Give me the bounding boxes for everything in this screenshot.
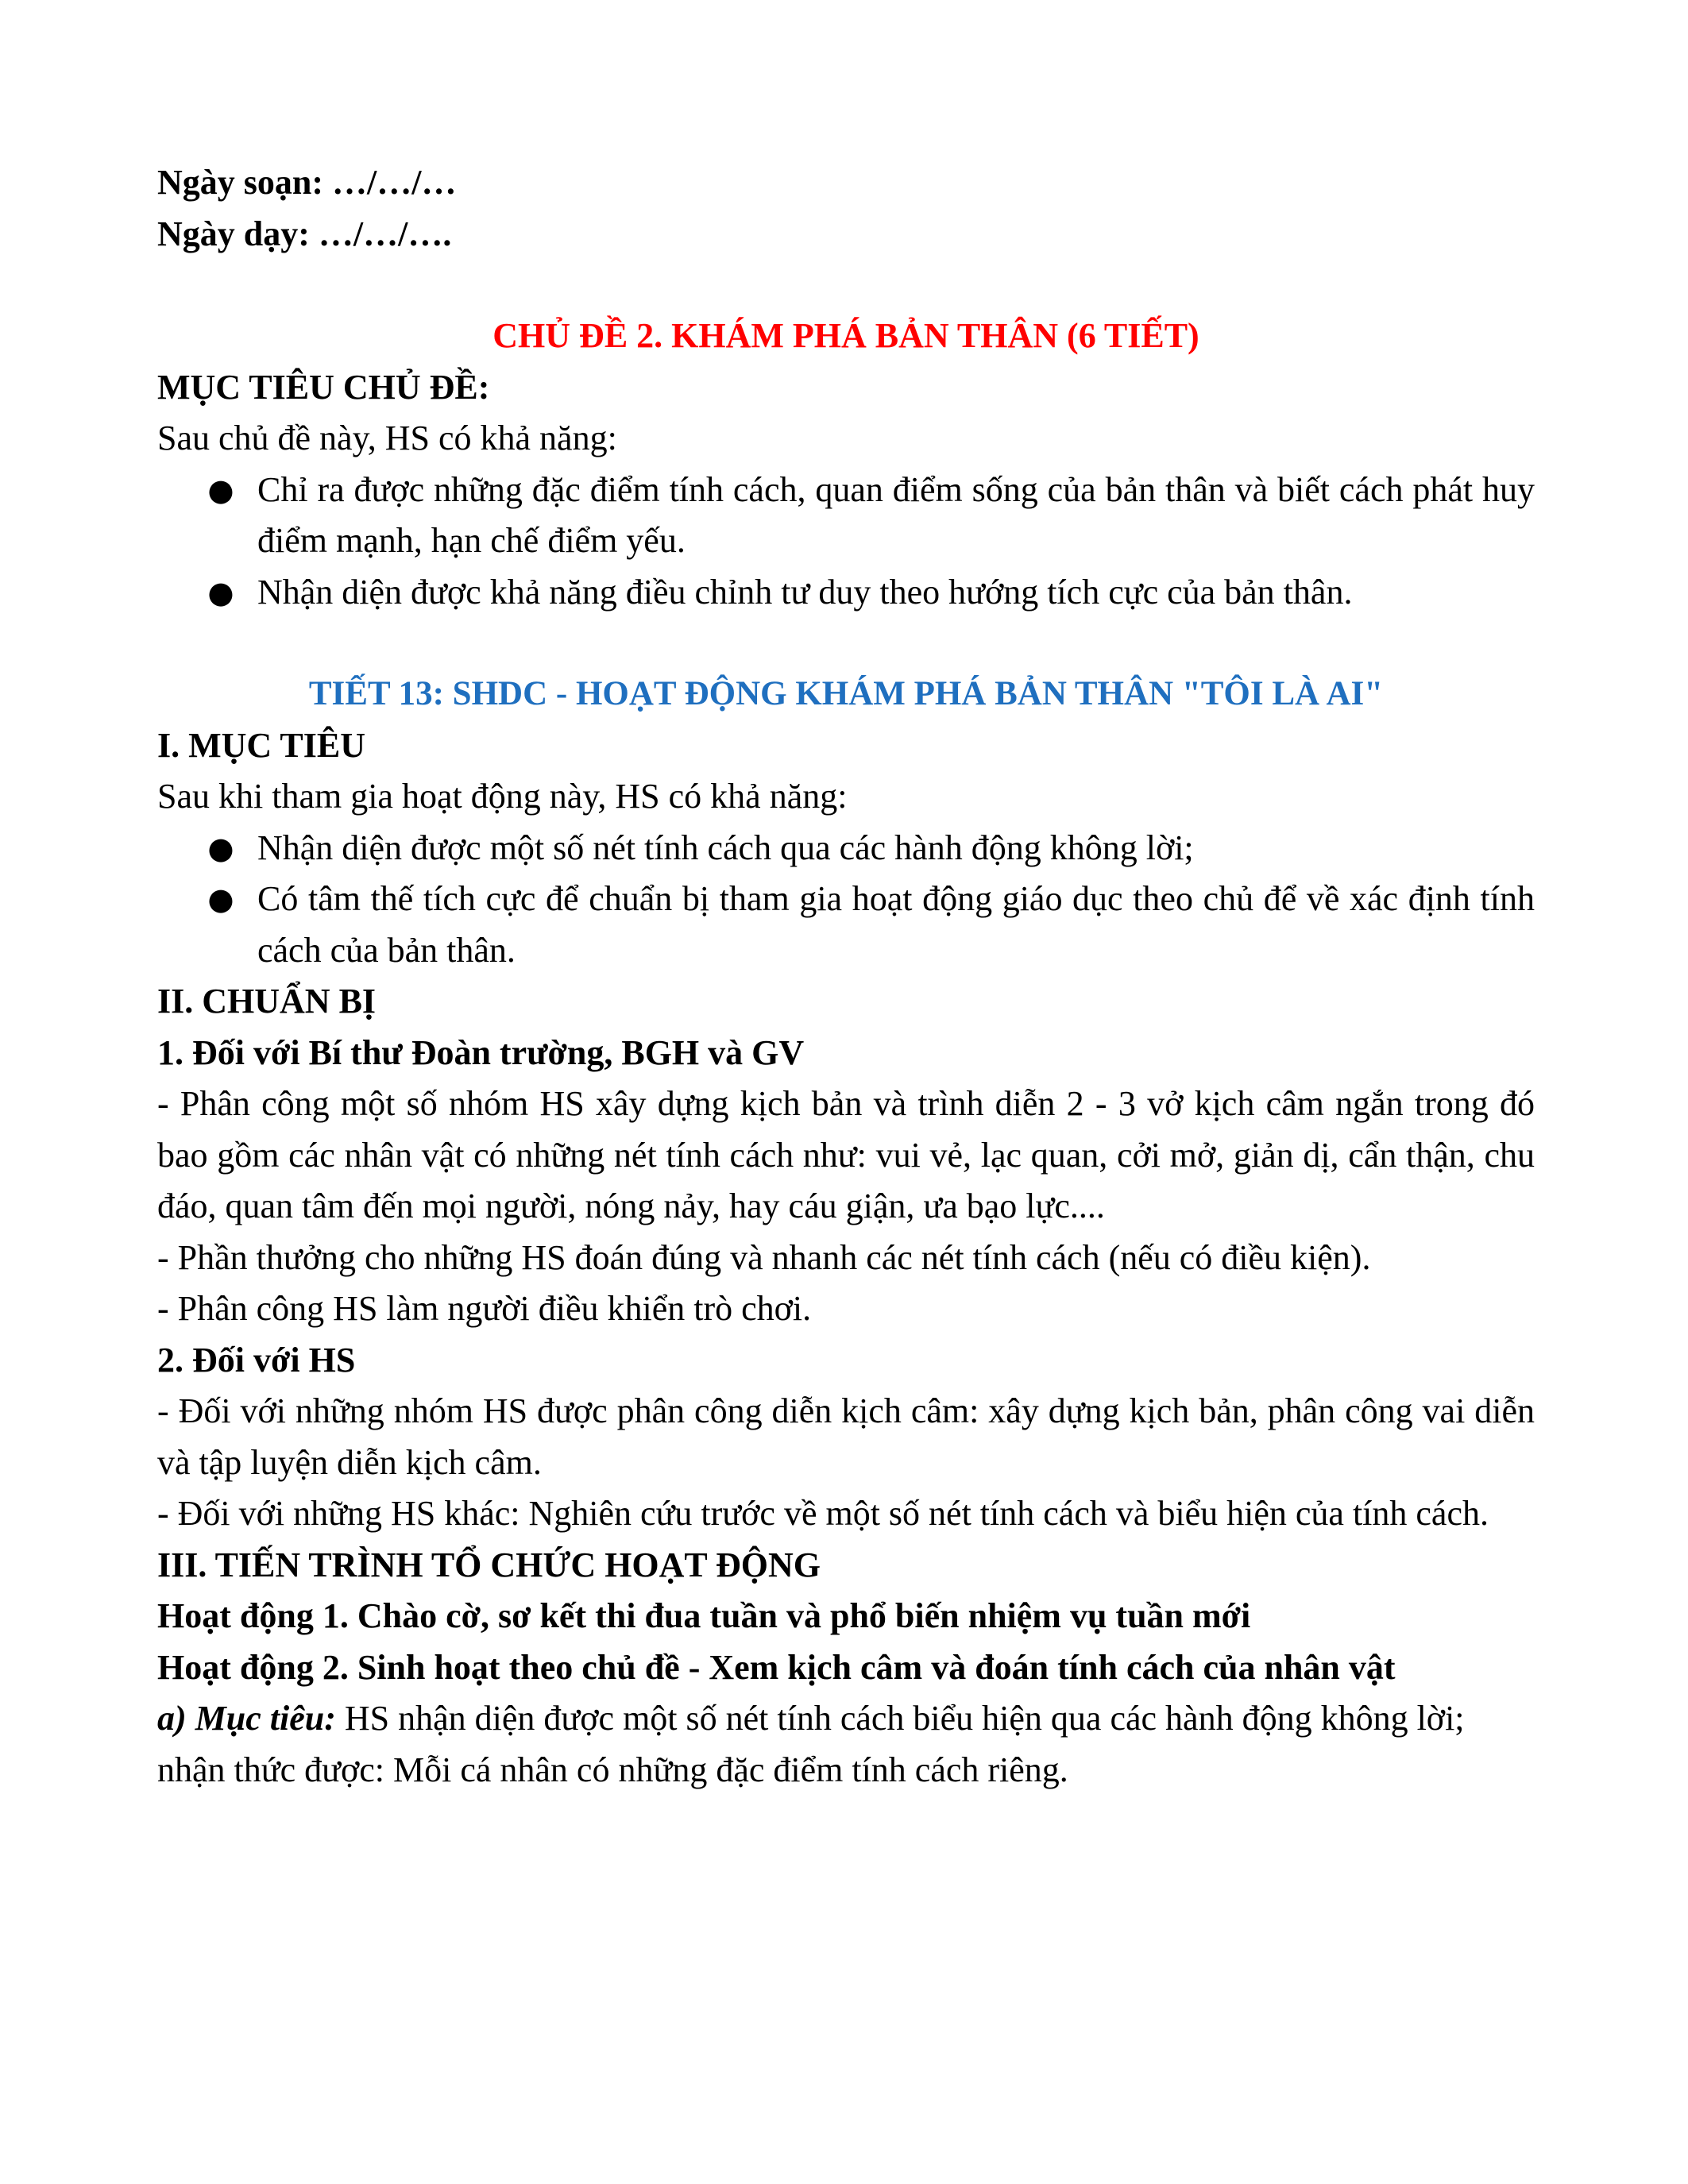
list-item [157, 823, 1535, 874]
topic-goal-heading: MỤC TIÊU CHỦ ĐỀ: [157, 367, 490, 407]
activity-2-heading: Hoạt động 2. Sinh hoạt theo chủ đề - Xem kịch câm và đoán tính cách của nhân vật [157, 1647, 1396, 1687]
preparation-date: Ngày soạn: …/…/… [157, 163, 457, 202]
paragraph: - Phân công một số nhóm HS xây dựng kịch bản và trình diễn 2 - 3 vở kịch câm ngắn trong đó bao gồm các nhân vật có những nét tính cách như: vui vẻ, lạc quan, cởi mở, giản dị, cẩn thận, chu đáo, quan tâm đến mọi người, nóng nảy, hay cáu giận, ưa bạo lực.... [157, 1084, 1535, 1225]
activity-1-heading: Hoạt động 1. Chào cờ, sơ kết thi đua tuần và phổ biến nhiệm vụ tuần mới [157, 1596, 1251, 1635]
subsection-heading-teachers: 1. Đối với Bí thư Đoàn trường, BGH và GV [157, 1032, 805, 1072]
activity-goal-continued: nhận thức được: Mỗi cá nhân có những đặc điểm tính cách riêng. [157, 1750, 1068, 1789]
paragraph: - Đối với những HS khác: Nghiên cứu trước về một số nét tính cách và biểu hiện của tính cách. [157, 1494, 1489, 1533]
subsection-heading-students: 2. Đối với HS [157, 1340, 356, 1379]
activity-goal-label: a) Mục tiêu: [157, 1699, 336, 1738]
objectives-intro: Sau khi tham gia hoạt động này, HS có khả năng: [157, 777, 848, 816]
topic-goal-intro: Sau chủ đề này, HS có khả năng: [157, 419, 617, 457]
section-heading-objectives: I. MỤC TIÊU [157, 725, 366, 765]
document-page [157, 157, 1535, 1796]
bullet-icon: ● [207, 472, 234, 507]
objectives-list [157, 823, 1535, 977]
list-item [157, 465, 1535, 567]
paragraph: - Phân công HS làm người điều khiển trò chơi. [157, 1289, 812, 1328]
bullet-icon: ● [207, 574, 234, 610]
lesson-title: TIẾT 13: SHDC - HOẠT ĐỘNG KHÁM PHÁ BẢN THÂN "TÔI LÀ AI" [308, 675, 1384, 712]
section-heading-process: III. TIẾN TRÌNH TỔ CHỨC HOẠT ĐỘNG [157, 1545, 821, 1584]
teaching-date: Ngày dạy: …/…/…. [157, 214, 452, 253]
activity-goal [157, 1693, 1535, 1745]
list-item-text: Nhận diện được một số nét tính cách qua các hành động không lời; [257, 828, 1194, 867]
list-item-text: Có tâm thế tích cực để chuẩn bị tham gia hoạt động giáo dục theo chủ để về xác định tính cách của bản thân. [257, 879, 1535, 970]
list-item [157, 567, 1535, 619]
paragraph: - Đối với những nhóm HS được phân công diễn kịch câm: xây dựng kịch bản, phân công vai diễn và tập luyện diễn kịch câm. [157, 1391, 1535, 1482]
list-item [157, 874, 1535, 976]
activity-goal-text: HS nhận diện được một số nét tính cách biểu hiện qua các hành động không lời; [335, 1699, 1465, 1738]
bullet-icon: ● [207, 882, 234, 916]
paragraph: - Phần thưởng cho những HS đoán đúng và nhanh các nét tính cách (nếu có điều kiện). [157, 1237, 1371, 1277]
topic-title: CHỦ ĐỀ 2. KHÁM PHÁ BẢN THÂN (6 TIẾT) [492, 316, 1199, 355]
list-item-text: Nhận diện được khả năng điều chỉnh tư duy theo hướng tích cực của bản thân. [257, 572, 1353, 612]
section-heading-preparation: II. CHUẨN BỊ [157, 982, 377, 1021]
list-item-text: Chỉ ra được những đặc điểm tính cách, quan điểm sống của bản thân và biết cách phát huy điểm mạnh, hạn chế điểm yếu. [257, 469, 1535, 560]
topic-goal-list [157, 465, 1535, 619]
bullet-icon: ● [207, 830, 234, 866]
